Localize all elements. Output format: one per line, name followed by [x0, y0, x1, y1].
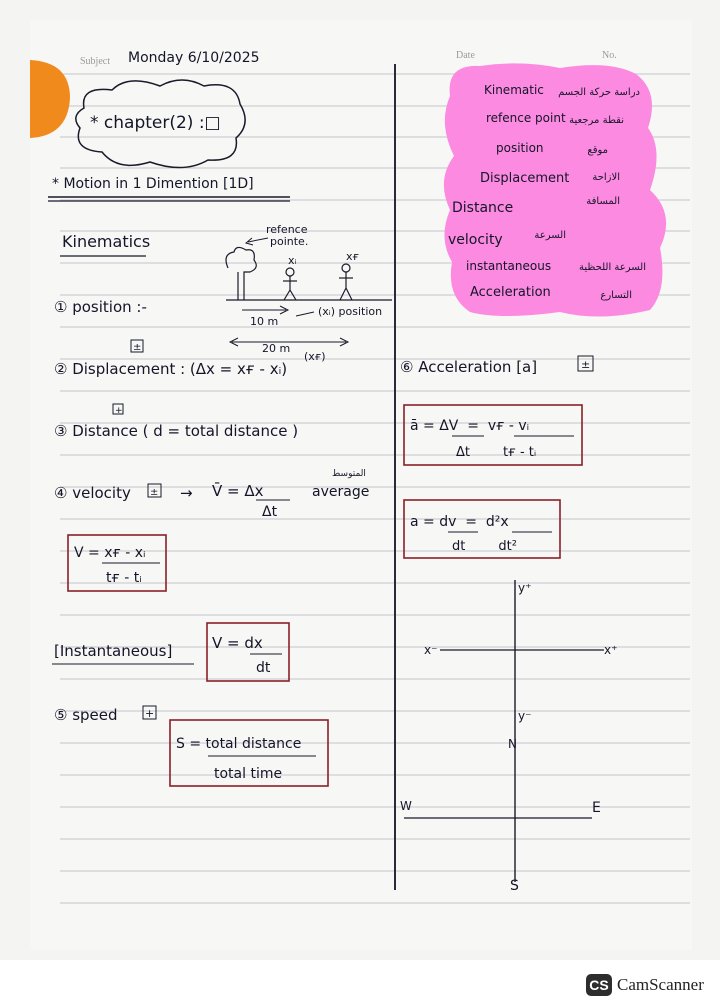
position-item: ① position :- — [54, 298, 147, 316]
xf-paren-label: (xғ) — [304, 350, 326, 363]
date-label: Date — [456, 50, 475, 61]
velocity-pm: ± — [150, 487, 159, 498]
gloss-en-2: position — [496, 141, 544, 155]
distance-pm: + — [115, 406, 123, 416]
gloss-en-1: refence point — [486, 111, 566, 125]
a-num: a = dv = d²x — [410, 514, 509, 530]
speed-label: ⑤ speed — [54, 706, 118, 724]
gloss-ar-5: السرعة — [534, 230, 566, 241]
instantaneous-label: [Instantaneous] — [54, 642, 173, 660]
accel-pm: ± — [581, 358, 591, 371]
gloss-en-6: instantaneous — [466, 259, 552, 273]
distance-item: ③ Distance ( d = total distance ) — [54, 422, 299, 440]
gloss-en-5: velocity — [448, 232, 503, 248]
xi-label: xᵢ — [288, 254, 297, 267]
accel-title: ⑥ Acceleration [a] — [400, 358, 538, 376]
vinst-den: dt — [256, 660, 271, 676]
chapter-title: * chapter(2) :□ — [90, 113, 221, 133]
gloss-ar-4: المسافة — [586, 196, 620, 207]
xi-position-label: (xᵢ) position — [318, 305, 383, 318]
x-minus-label: x⁻ — [424, 643, 438, 657]
gloss-ar-0: دراسة حركة الجسم — [558, 87, 640, 98]
velocity-arrow: → — [180, 484, 193, 502]
gloss-en-0: Kinematic — [484, 83, 544, 97]
x-plus-label: x⁺ — [604, 643, 618, 657]
south-label: S — [510, 878, 519, 894]
speed-num: S = total distance — [176, 736, 302, 752]
subject-label: Subject — [80, 56, 110, 67]
gloss-en-3: Displacement — [480, 171, 570, 186]
page-date: Monday 6/10/2025 — [128, 50, 260, 66]
y-minus-label: y⁻ — [518, 709, 532, 723]
average-label: average — [312, 484, 370, 500]
kinematics-heading: Kinematics — [62, 232, 151, 251]
velocity-eq: V̄ = Δx — [212, 482, 264, 500]
dist-20-label: 20 m — [262, 342, 291, 355]
abar-den: Δt tғ - tᵢ — [456, 445, 537, 460]
camscanner-logo — [586, 974, 704, 996]
gloss-ar-7: التسارع — [600, 290, 632, 301]
no-label: No. — [602, 50, 617, 61]
ref-label-1: refence — [266, 223, 308, 236]
gloss-en-7: Acceleration — [470, 285, 551, 300]
camscanner-icon: CS — [586, 974, 612, 996]
glossary-blob — [444, 63, 666, 316]
displacement-pm: ± — [133, 342, 142, 353]
abar-num: ā = ΔV = vғ - vᵢ — [410, 418, 530, 434]
west-label: W — [400, 799, 412, 813]
vavg-num: V = xғ - xᵢ — [74, 545, 146, 561]
xf-label: xғ — [346, 250, 360, 263]
vavg-den: tғ - tᵢ — [106, 570, 142, 586]
motion-title: * Motion in 1 Dimention [1D] — [52, 176, 254, 192]
gloss-ar-6: السرعة اللحظية — [579, 262, 646, 273]
velocity-label: ④ velocity — [54, 484, 131, 502]
ref-label-2: pointe. — [270, 235, 309, 248]
y-plus-label: y⁺ — [518, 581, 532, 595]
gloss-ar-1: نقطة مرجعية — [569, 115, 624, 126]
camscanner-brand: CamScanner — [617, 975, 704, 994]
gloss-ar-3: الازاحة — [592, 172, 620, 183]
average-arabic: المتوسط — [332, 469, 366, 479]
gloss-en-4: Distance — [452, 200, 514, 216]
vinst-num: V = dx — [212, 634, 263, 652]
speed-pm: + — [145, 707, 155, 720]
speed-den: total time — [214, 766, 283, 782]
north-label: N — [508, 737, 517, 751]
a-den: dt dt² — [452, 539, 517, 554]
displacement-item: ② Displacement : (Δx = xғ - xᵢ) — [54, 360, 288, 378]
velocity-den: Δt — [262, 504, 278, 520]
dist-10-label: 10 m — [250, 315, 279, 328]
east-label: E — [592, 800, 601, 816]
gloss-ar-2: موقع — [587, 145, 608, 156]
